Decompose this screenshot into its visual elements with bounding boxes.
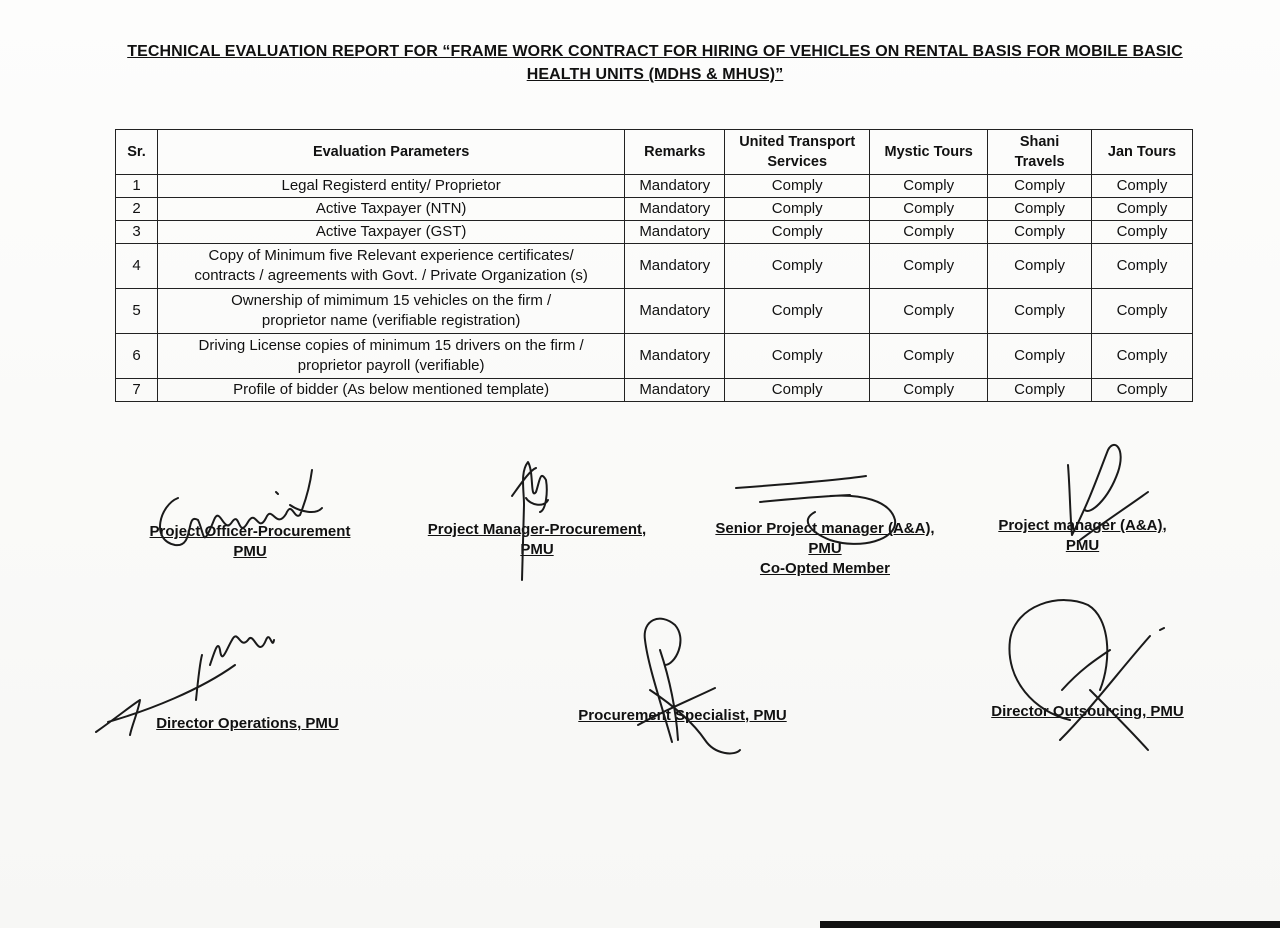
signatory-title: Senior Project manager (A&A), (715, 520, 935, 537)
signatory-project-manager-procurement (412, 520, 662, 560)
signatory-unit: PMU (808, 540, 842, 557)
signatory-title: Project Manager-Procurement, (427, 521, 647, 538)
signatory-title: Project Officer-Procurement (149, 523, 351, 540)
cell-shani-travels: Comply (988, 198, 1092, 221)
cell-united-transport: Comply (725, 175, 870, 198)
table-row (116, 289, 1193, 334)
cell-remarks: Mandatory (625, 244, 725, 289)
scan-edge-shadow (820, 921, 1280, 928)
cell-remarks: Mandatory (625, 175, 725, 198)
cell-remarks: Mandatory (625, 334, 725, 379)
table-header-row (116, 130, 1193, 175)
table-row (116, 334, 1193, 379)
report-title-line-2: HEALTH UNITS (MDHS & MHUS)” (526, 66, 784, 83)
cell-sr: 6 (116, 334, 158, 379)
header-united-transport-services (725, 130, 870, 175)
cell-param-line-2: contracts / agreements with Govt. / Private Organization (s) (194, 267, 588, 284)
cell-remarks: Mandatory (625, 221, 725, 244)
signatory-title: Procurement Specialist, PMU (578, 707, 787, 724)
cell-united-transport: Comply (725, 334, 870, 379)
report-title (110, 40, 1200, 86)
cell-united-transport: Comply (725, 289, 870, 334)
header-sr: Sr. (116, 130, 158, 175)
signatory-procurement-specialist (565, 706, 800, 726)
cell-sr: 4 (116, 244, 158, 289)
cell-param (157, 289, 624, 334)
cell-param (157, 244, 624, 289)
cell-param-line-2: proprietor name (verifiable registration) (261, 312, 521, 329)
cell-param-line-2: proprietor payroll (verifiable) (297, 357, 485, 374)
signature-procurement-specialist (638, 619, 740, 754)
cell-jan-tours: Comply (1092, 198, 1193, 221)
cell-united-transport: Comply (725, 379, 870, 402)
table-row (116, 244, 1193, 289)
cell-shani-travels: Comply (988, 175, 1092, 198)
signatory-senior-project-manager-aa (700, 519, 950, 579)
cell-param: Profile of bidder (As below mentioned template) (157, 379, 624, 402)
cell-mystic-tours: Comply (870, 198, 988, 221)
cell-shani-travels: Comply (988, 334, 1092, 379)
signatory-unit: PMU (233, 543, 267, 560)
cell-mystic-tours: Comply (870, 379, 988, 402)
cell-mystic-tours: Comply (870, 244, 988, 289)
cell-jan-tours: Comply (1092, 379, 1193, 402)
cell-remarks: Mandatory (625, 379, 725, 402)
signatory-unit: PMU (1065, 537, 1100, 554)
cell-shani-travels: Comply (988, 244, 1092, 289)
table-row (116, 379, 1193, 402)
signatory-role: Co-Opted Member (759, 560, 890, 577)
header-shani-travels-label: Shani Travels (1014, 134, 1065, 170)
cell-param: Legal Registerd entity/ Proprietor (157, 175, 624, 198)
header-shani-travels (988, 130, 1092, 175)
header-jan-tours: Jan Tours (1092, 130, 1193, 175)
cell-mystic-tours: Comply (870, 334, 988, 379)
cell-sr: 1 (116, 175, 158, 198)
cell-united-transport: Comply (725, 198, 870, 221)
table-row (116, 221, 1193, 244)
cell-shani-travels: Comply (988, 379, 1092, 402)
cell-sr: 3 (116, 221, 158, 244)
cell-sr: 5 (116, 289, 158, 334)
cell-param (157, 334, 624, 379)
cell-remarks: Mandatory (625, 289, 725, 334)
signatory-project-officer-procurement (135, 522, 365, 562)
cell-sr: 2 (116, 198, 158, 221)
table-row (116, 175, 1193, 198)
cell-jan-tours: Comply (1092, 221, 1193, 244)
signatory-title: Director Outsourcing, PMU (991, 703, 1184, 720)
report-title-line-1: TECHNICAL EVALUATION REPORT FOR “FRAME WORK CONTRACT FOR HIRING OF VEHICLES ON RENTAL BASIS FOR MOBILE BASIC (127, 43, 1183, 60)
cell-jan-tours: Comply (1092, 289, 1193, 334)
cell-param-line-1: Driving License copies of minimum 15 drivers on the firm / (198, 337, 584, 354)
cell-shani-travels: Comply (988, 221, 1092, 244)
cell-jan-tours: Comply (1092, 334, 1193, 379)
cell-mystic-tours: Comply (870, 221, 988, 244)
signatory-unit: PMU (520, 541, 554, 558)
cell-param: Active Taxpayer (NTN) (157, 198, 624, 221)
header-united-transport-services-label: United Transport Services (739, 134, 856, 170)
signatory-director-outsourcing (980, 702, 1195, 722)
cell-sr: 7 (116, 379, 158, 402)
cell-united-transport: Comply (725, 221, 870, 244)
cell-jan-tours: Comply (1092, 244, 1193, 289)
signatory-title: Project manager (A&A), (998, 517, 1167, 534)
cell-united-transport: Comply (725, 244, 870, 289)
header-remarks: Remarks (625, 130, 725, 175)
header-mystic-tours: Mystic Tours (870, 130, 988, 175)
cell-remarks: Mandatory (625, 198, 725, 221)
cell-mystic-tours: Comply (870, 175, 988, 198)
signatory-director-operations (140, 714, 355, 734)
signature-director-outsourcing (1009, 600, 1164, 750)
cell-jan-tours: Comply (1092, 175, 1193, 198)
cell-mystic-tours: Comply (870, 289, 988, 334)
header-evaluation-parameters: Evaluation Parameters (157, 130, 624, 175)
cell-param-line-1: Ownership of mimimum 15 vehicles on the firm / (231, 292, 552, 309)
evaluation-table (115, 129, 1193, 402)
cell-param-line-1: Copy of Minimum five Relevant experience certificates/ (208, 247, 574, 264)
signatory-title: Director Operations, PMU (156, 715, 339, 732)
cell-shani-travels: Comply (988, 289, 1092, 334)
cell-param: Active Taxpayer (GST) (157, 221, 624, 244)
signatory-project-manager-aa (985, 516, 1180, 556)
table-row (116, 198, 1193, 221)
